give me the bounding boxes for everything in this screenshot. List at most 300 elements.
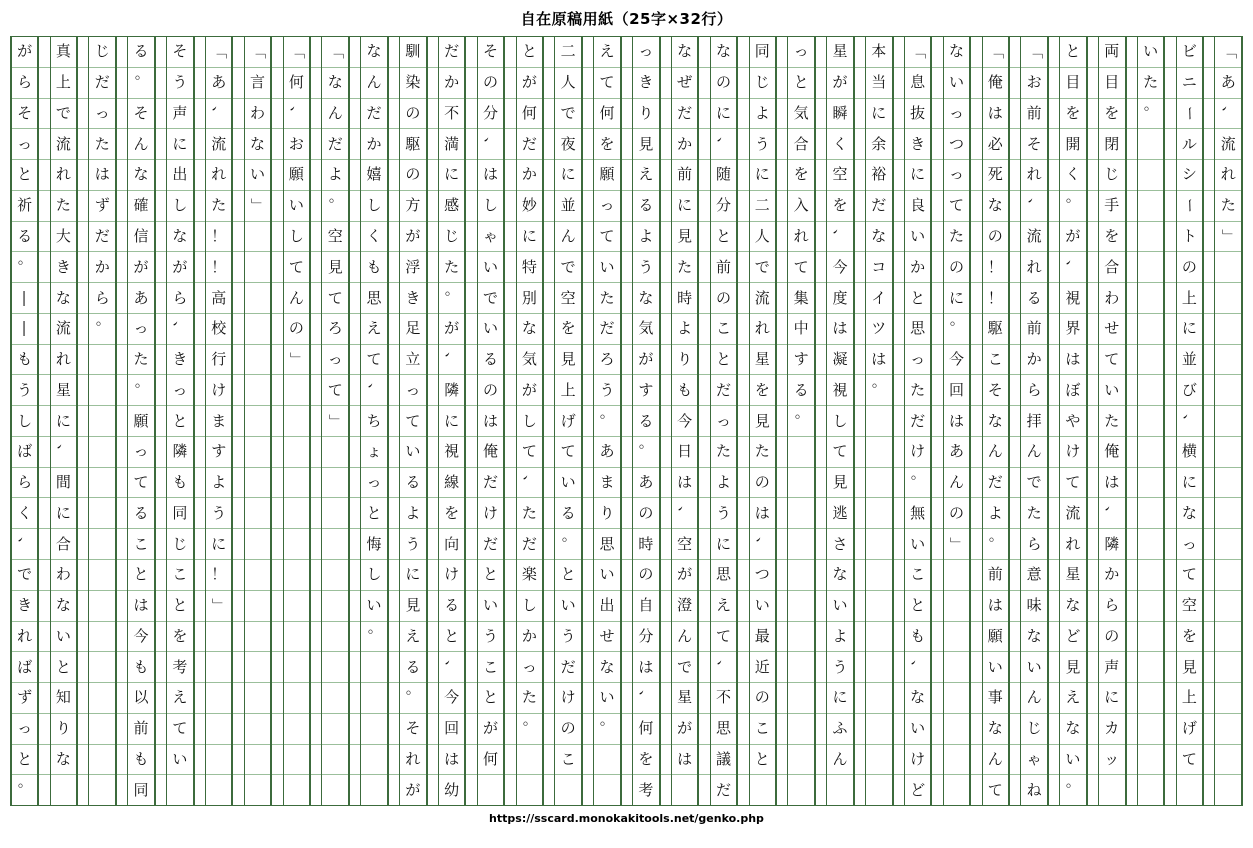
manuscript-gutter-cell [389,560,399,591]
manuscript-gutter-cell [428,222,438,253]
manuscript-gutter-cell [544,468,554,499]
manuscript-cell: の [944,498,970,529]
manuscript-cell: 見 [1177,652,1203,683]
manuscript-gutter-cell [932,622,942,653]
manuscript-cell [206,652,232,683]
manuscript-cell: を [750,375,776,406]
manuscript-cell: に [206,529,232,560]
manuscript-gutter-cell [622,314,632,345]
manuscript-cell: こ [167,560,193,591]
manuscript-gutter-cell [233,222,243,253]
manuscript-cell: い [905,529,931,560]
manuscript-gutter-cell [389,191,399,222]
manuscript-gutter-cell [389,714,399,745]
manuscript-gutter-cell [738,498,748,529]
manuscript-gutter-cell [971,314,981,345]
manuscript-gutter-cell [39,37,49,68]
manuscript-gutter-cell [311,222,321,253]
manuscript-cell: ど [1060,622,1086,653]
manuscript-cell: も [12,345,38,376]
manuscript-cell: が [672,560,698,591]
manuscript-cell: き [400,283,426,314]
manuscript-gutter-cell [699,529,709,560]
manuscript-gutter-cell [1049,314,1059,345]
manuscript-cell: お [284,129,310,160]
manuscript-cell [1215,591,1241,622]
manuscript-cell: て [400,406,426,437]
manuscript-cell: 、 [478,129,504,160]
manuscript-cell: け [206,375,232,406]
manuscript-cell: か [905,252,931,283]
manuscript-cell: 満 [439,129,465,160]
manuscript-gutter-cell [1088,252,1098,283]
manuscript-gutter-cell [894,652,904,683]
manuscript-cell: 。 [439,283,465,314]
manuscript-gutter-cell [932,468,942,499]
manuscript-gutter-cell [855,406,865,437]
manuscript-cell [1215,560,1241,591]
manuscript-cell: 。 [89,314,115,345]
manuscript-gutter-cell [466,345,476,376]
manuscript-gutter-cell [117,437,127,468]
manuscript-gutter-cell [117,252,127,283]
manuscript-cell: に [167,129,193,160]
manuscript-gutter-cell [544,345,554,376]
manuscript-cell: 方 [400,191,426,222]
manuscript-cell: な [1060,714,1086,745]
manuscript-cell: え [594,37,620,68]
manuscript-cell: な [827,560,853,591]
manuscript-gutter-cell [1088,560,1098,591]
manuscript-cell: 空 [1177,591,1203,622]
manuscript-gutter-cell [661,775,671,805]
manuscript-cell: 不 [711,683,737,714]
manuscript-cell [1138,375,1164,406]
manuscript-cell: 流 [750,283,776,314]
manuscript-cell [1138,560,1164,591]
manuscript-cell: だ [866,191,892,222]
manuscript-gutter-cell [1204,375,1214,406]
manuscript-gutter-cell [428,775,438,805]
manuscript-cell: 両 [1099,37,1125,68]
manuscript-gutter-cell [505,683,515,714]
manuscript-cell: の [711,283,737,314]
manuscript-gutter-cell [1204,437,1214,468]
manuscript-gutter-cell [816,68,826,99]
manuscript-cell: の [983,222,1009,253]
manuscript-cell: 、 [827,222,853,253]
manuscript-gutter-cell [622,252,632,283]
manuscript-cell: が [478,714,504,745]
manuscript-gutter-cell [78,283,88,314]
manuscript-gutter-cell [78,191,88,222]
manuscript-cell: き [633,68,659,99]
manuscript-cell: 同 [167,498,193,529]
manuscript-gutter-cell [428,529,438,560]
manuscript-gutter-cell [699,160,709,191]
manuscript-gutter-cell [117,129,127,160]
manuscript-cell: 。 [983,529,1009,560]
manuscript-gutter-cell [583,406,593,437]
manuscript-gutter-cell [816,406,826,437]
manuscript-gutter-cell [428,375,438,406]
manuscript-gutter-cell [1049,498,1059,529]
manuscript-cell: な [983,714,1009,745]
manuscript-gutter [310,37,321,805]
manuscript-cell: な [944,37,970,68]
manuscript-gutter-cell [855,714,865,745]
manuscript-gutter-cell [971,745,981,776]
manuscript-cell: 前 [1021,99,1047,130]
manuscript-gutter-cell [583,622,593,653]
manuscript-gutter-cell [699,99,709,130]
manuscript-gutter-cell [544,222,554,253]
manuscript-cell: に [1177,468,1203,499]
manuscript-cell [944,560,970,591]
manuscript-cell: ぜ [672,68,698,99]
manuscript-column [438,37,466,805]
manuscript-gutter-cell [195,714,205,745]
manuscript-cell: た [517,498,543,529]
manuscript-cell: ― [12,283,38,314]
manuscript-gutter-cell [1010,314,1020,345]
manuscript-cell: 開 [1060,129,1086,160]
manuscript-gutter-cell [932,252,942,283]
manuscript-gutter-cell [699,314,709,345]
manuscript-gutter-cell [117,683,127,714]
manuscript-cell: い [400,437,426,468]
manuscript-gutter [427,37,438,805]
manuscript-gutter-cell [311,406,321,437]
manuscript-cell: 今 [827,252,853,283]
manuscript-cell [1138,622,1164,653]
manuscript-cell [788,529,814,560]
manuscript-gutter-cell [466,468,476,499]
manuscript-cell [1215,468,1241,499]
manuscript-gutter-cell [971,222,981,253]
manuscript-cell: た [1215,191,1241,222]
manuscript-cell [1138,652,1164,683]
manuscript-gutter-cell [1088,99,1098,130]
manuscript-cell: ！ [206,560,232,591]
manuscript-gutter-cell [622,468,632,499]
manuscript-gutter-cell [932,406,942,437]
manuscript-cell: も [672,375,698,406]
manuscript-gutter-cell [272,68,282,99]
manuscript-cell [322,437,348,468]
manuscript-gutter-cell [622,129,632,160]
manuscript-cell: 。 [594,406,620,437]
manuscript-gutter-cell [389,406,399,437]
manuscript-gutter-cell [816,652,826,683]
manuscript-gutter-cell [117,652,127,683]
manuscript-cell: だ [322,129,348,160]
manuscript-column [477,37,505,805]
manuscript-gutter-cell [156,622,166,653]
manuscript-gutter-cell [932,437,942,468]
manuscript-gutter-cell [971,283,981,314]
manuscript-gutter-cell [311,498,321,529]
manuscript-gutter-cell [505,314,515,345]
manuscript-gutter-cell [117,37,127,68]
manuscript-gutter-cell [233,498,243,529]
manuscript-gutter-cell [894,529,904,560]
manuscript-gutter-cell [272,191,282,222]
manuscript-cell: い [944,68,970,99]
manuscript-gutter-cell [272,283,282,314]
manuscript-gutter-cell [738,591,748,622]
manuscript-gutter-cell [505,437,515,468]
manuscript-cell: っ [711,406,737,437]
manuscript-gutter-cell [78,406,88,437]
manuscript-gutter-cell [894,222,904,253]
manuscript-cell [245,222,271,253]
manuscript-gutter-cell [971,560,981,591]
manuscript-cell [1138,222,1164,253]
manuscript-cell: 「 [284,37,310,68]
manuscript-gutter-cell [1127,314,1137,345]
manuscript-gutter-cell [894,252,904,283]
manuscript-gutter-cell [544,129,554,160]
manuscript-cell: 回 [944,375,970,406]
manuscript-cell: 上 [1177,283,1203,314]
manuscript-column [710,37,738,805]
manuscript-cell [322,591,348,622]
manuscript-gutter-cell [1204,283,1214,314]
manuscript-column [593,37,621,805]
manuscript-cell: な [983,406,1009,437]
manuscript-cell: 確 [128,191,154,222]
manuscript-cell: 界 [1060,314,1086,345]
manuscript-cell: そ [983,375,1009,406]
manuscript-gutter-cell [622,652,632,683]
manuscript-gutter-cell [156,129,166,160]
manuscript-cell: れ [51,345,77,376]
manuscript-column [1137,37,1165,805]
manuscript-gutter-cell [1049,283,1059,314]
manuscript-cell: 考 [167,652,193,683]
manuscript-cell: い [1099,375,1125,406]
manuscript-cell: 楽 [517,560,543,591]
manuscript-gutter-cell [1088,314,1098,345]
manuscript-gutter-cell [699,283,709,314]
manuscript-cell: は [478,160,504,191]
manuscript-cell [1138,252,1164,283]
manuscript-cell: と [1060,37,1086,68]
manuscript-cell [245,498,271,529]
manuscript-cell: 言 [245,68,271,99]
manuscript-column [554,37,582,805]
manuscript-gutter-cell [1204,345,1214,376]
manuscript-cell: し [361,560,387,591]
manuscript-gutter-cell [661,283,671,314]
manuscript-cell: 近 [750,652,776,683]
manuscript-cell: き [51,252,77,283]
manuscript-cell: 」 [1215,222,1241,253]
footer-url: https://sscard.monokakitools.net/genko.php [489,812,764,825]
manuscript-cell: 事 [983,683,1009,714]
manuscript-gutter-cell [1049,345,1059,376]
manuscript-gutter-cell [855,222,865,253]
manuscript-cell: か [517,622,543,653]
manuscript-gutter-cell [1204,252,1214,283]
manuscript-cell: カ [1099,714,1125,745]
manuscript-gutter-cell [738,222,748,253]
manuscript-gutter-cell [1049,591,1059,622]
manuscript-cell [89,437,115,468]
manuscript-cell [89,560,115,591]
manuscript-gutter-cell [1204,560,1214,591]
manuscript-gutter-cell [78,745,88,776]
manuscript-gutter-cell [389,529,399,560]
manuscript-cell [866,406,892,437]
manuscript-cell: て [594,68,620,99]
manuscript-gutter-cell [505,283,515,314]
manuscript-gutter-cell [39,68,49,99]
manuscript-cell [944,714,970,745]
manuscript-cell: い [284,191,310,222]
manuscript-cell: ず [12,683,38,714]
manuscript-gutter-cell [1165,314,1175,345]
manuscript-gutter-cell [466,437,476,468]
manuscript-gutter-cell [855,683,865,714]
manuscript-gutter [1087,37,1098,805]
manuscript-gutter-cell [1010,622,1020,653]
manuscript-gutter-cell [816,252,826,283]
manuscript-gutter-cell [894,37,904,68]
manuscript-cell: ん [827,745,853,776]
manuscript-gutter [465,37,476,805]
manuscript-gutter-cell [1049,99,1059,130]
manuscript-cell: 前 [128,714,154,745]
manuscript-cell: れ [206,160,232,191]
manuscript-gutter-cell [1010,129,1020,160]
manuscript-gutter-cell [156,529,166,560]
manuscript-cell: 、 [711,129,737,160]
manuscript-cell: き [167,345,193,376]
manuscript-cell: は [439,745,465,776]
manuscript-gutter-cell [156,745,166,776]
manuscript-gutter-cell [272,37,282,68]
manuscript-gutter-cell [777,160,787,191]
manuscript-gutter-cell [389,283,399,314]
manuscript-gutter [116,37,127,805]
manuscript-gutter-cell [1165,714,1175,745]
manuscript-cell: き [12,591,38,622]
manuscript-cell: し [517,406,543,437]
manuscript-cell: 「 [245,37,271,68]
manuscript-gutter-cell [661,591,671,622]
manuscript-cell: け [439,560,465,591]
manuscript-gutter-cell [777,714,787,745]
manuscript-cell: 人 [750,222,776,253]
manuscript-gutter-cell [78,37,88,68]
manuscript-cell: ち [361,406,387,437]
manuscript-gutter-cell [428,191,438,222]
manuscript-cell: い [905,222,931,253]
manuscript-cell [284,745,310,776]
manuscript-column [826,37,854,805]
manuscript-cell [788,714,814,745]
manuscript-cell: 以 [128,683,154,714]
manuscript-cell [1215,314,1241,345]
manuscript-cell: る [128,498,154,529]
manuscript-gutter-cell [699,252,709,283]
manuscript-cell: 大 [51,222,77,253]
manuscript-gutter-cell [233,622,243,653]
manuscript-gutter-cell [894,591,904,622]
manuscript-cell: だ [715,780,731,799]
manuscript-cell [1215,252,1241,283]
manuscript-gutter-cell [1165,375,1175,406]
manuscript-cell: ん [672,622,698,653]
manuscript-gutter-cell [1165,68,1175,99]
manuscript-cell [284,406,310,437]
manuscript-gutter-cell [932,99,942,130]
manuscript-cell: た [711,437,737,468]
manuscript-gutter-cell [583,68,593,99]
manuscript-cell: な [322,68,348,99]
manuscript-gutter-cell [622,68,632,99]
manuscript-gutter-cell [78,252,88,283]
manuscript-cell: 空 [322,222,348,253]
manuscript-cell: ん [1021,437,1047,468]
manuscript-cell [827,775,853,805]
manuscript-cell: は [750,498,776,529]
manuscript-cell: 見 [555,345,581,376]
manuscript-gutter-cell [661,652,671,683]
manuscript-gutter [232,37,243,805]
manuscript-column [1176,37,1204,805]
manuscript-cell: 目 [1060,68,1086,99]
manuscript-cell: な [866,222,892,253]
manuscript-gutter-cell [855,745,865,776]
manuscript-cell: な [711,37,737,68]
manuscript-cell: 気 [788,99,814,130]
manuscript-cell: な [51,745,77,776]
manuscript-cell: は [672,745,698,776]
manuscript-cell: も [128,745,154,776]
manuscript-cell: ら [12,468,38,499]
manuscript-gutter-cell [855,37,865,68]
manuscript-gutter-cell [816,314,826,345]
manuscript-cell: 間 [51,468,77,499]
manuscript-gutter-cell [1088,529,1098,560]
manuscript-gutter-cell [894,560,904,591]
manuscript-gutter-cell [661,375,671,406]
manuscript-gutter-cell [272,498,282,529]
manuscript-cell: え [400,622,426,653]
manuscript-column [516,37,544,805]
manuscript-cell: や [1060,406,1086,437]
manuscript-gutter-cell [1010,468,1020,499]
manuscript-gutter-cell [466,252,476,283]
manuscript-cell: 空 [827,160,853,191]
manuscript-gutter-cell [816,99,826,130]
manuscript-cell: に [711,99,737,130]
manuscript-gutter-cell [39,406,49,437]
manuscript-column [50,37,78,805]
manuscript-gutter-cell [583,345,593,376]
manuscript-gutter-cell [777,37,787,68]
manuscript-cell: ら [1099,591,1125,622]
manuscript-gutter-cell [816,745,826,776]
manuscript-cell: ゃ [1021,745,1047,776]
manuscript-gutter-cell [622,498,632,529]
manuscript-gutter-cell [1010,652,1020,683]
manuscript-gutter-cell [583,252,593,283]
manuscript-gutter-cell [1127,283,1137,314]
